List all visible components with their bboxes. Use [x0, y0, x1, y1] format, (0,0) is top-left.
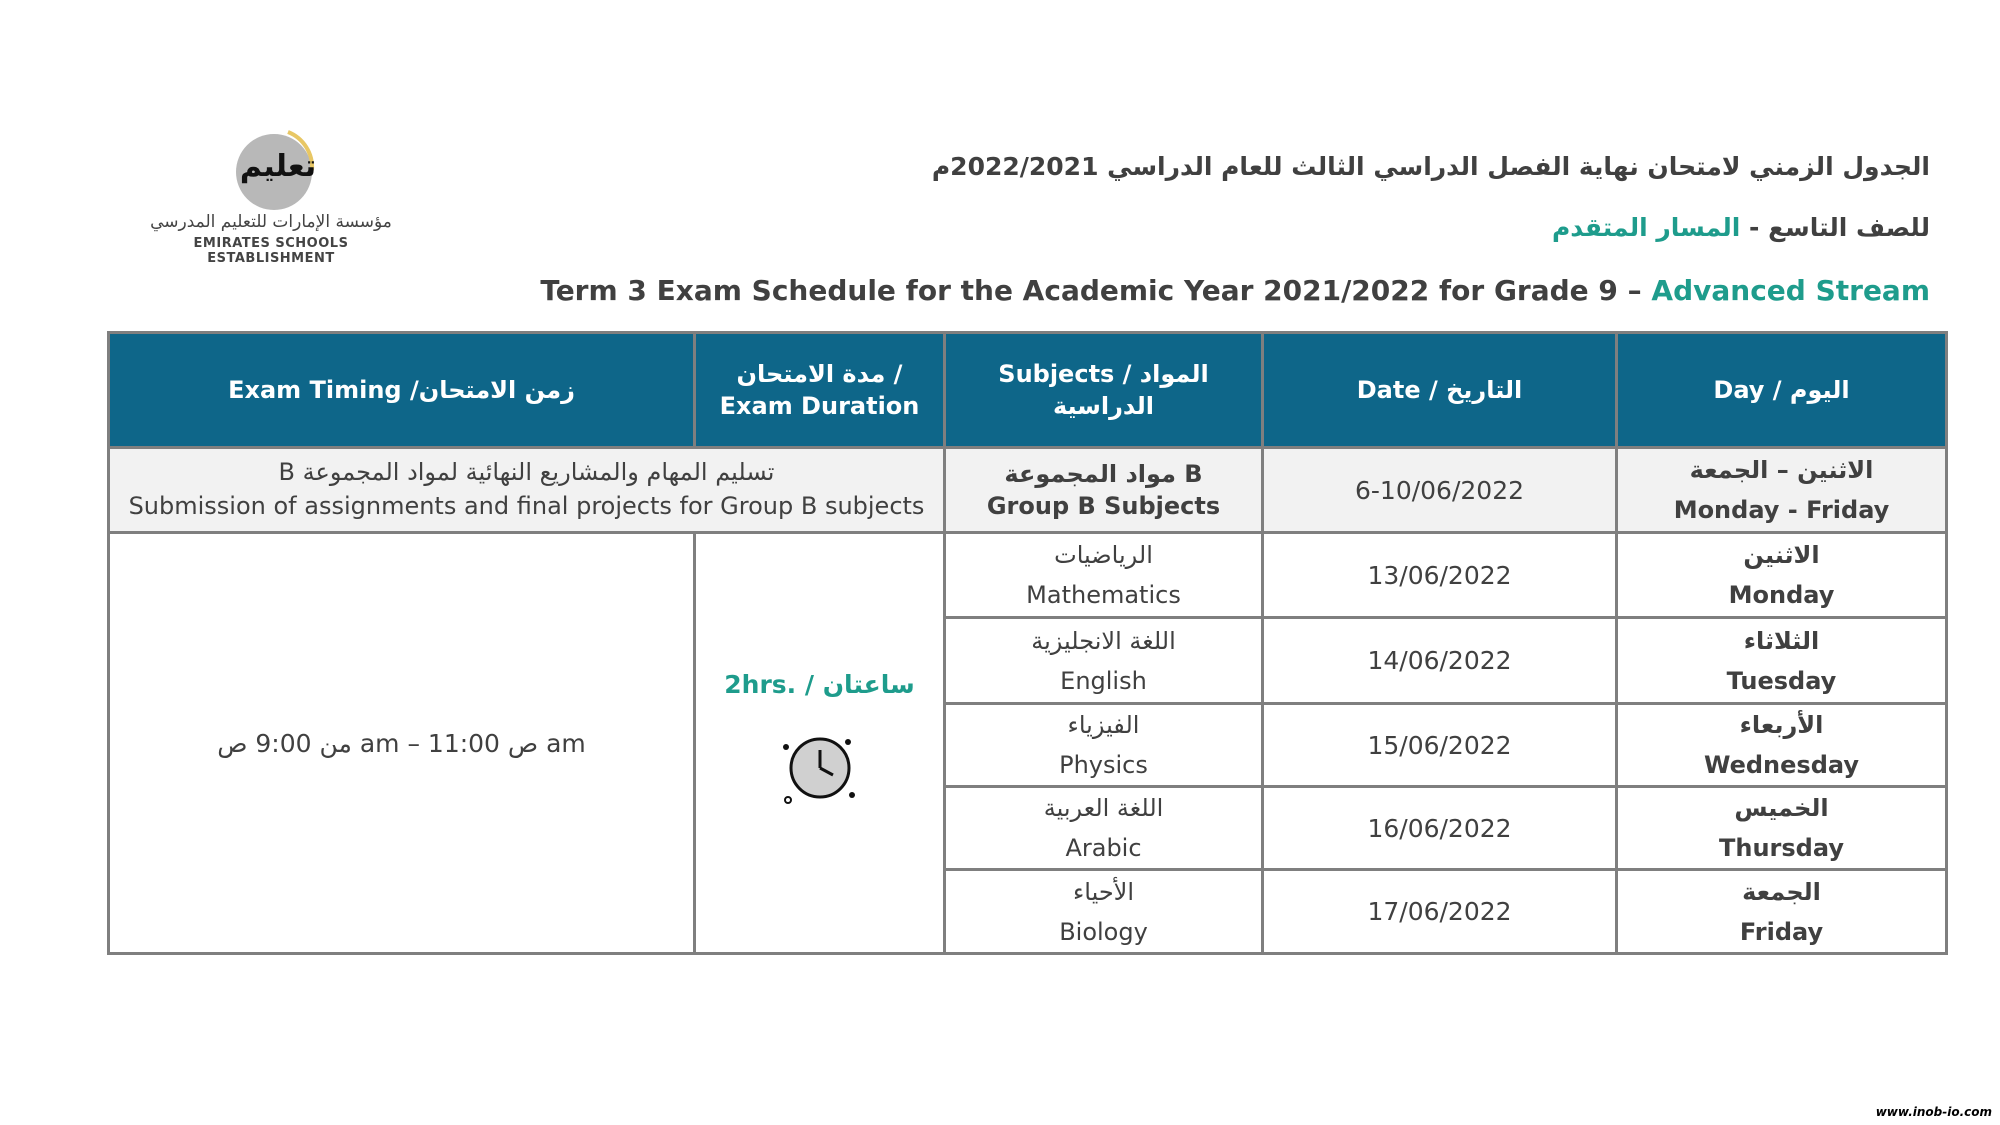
clock-icon — [775, 723, 865, 813]
subject-cell — [945, 787, 1263, 870]
day-ar: الجمعة — [1742, 877, 1821, 906]
group-b-subject — [945, 448, 1263, 533]
day-en: Friday — [1739, 917, 1824, 946]
date-cell: 17/06/2022 — [1263, 870, 1617, 954]
day-ar: الاثنين — [1743, 541, 1820, 569]
date-cell: 15/06/2022 — [1263, 704, 1617, 787]
header-exam-duration — [695, 333, 945, 448]
group-b-subject-en: Group B Subjects — [986, 492, 1221, 520]
header-day: Day / اليوم — [1617, 333, 1947, 448]
exam-duration-text: 2hrs. / ساعتان — [724, 669, 915, 699]
stream-label-arabic: المسار المتقدم — [1551, 213, 1741, 242]
grade-label: للصف التاسع - — [1740, 213, 1930, 242]
stream-label-english: Advanced Stream — [1651, 274, 1930, 307]
subject-ar: اللغة العربية — [1043, 794, 1164, 822]
table-row — [109, 533, 1947, 618]
exam-timing-cell: من 9:00 ص am – 11:00 ص am — [109, 533, 695, 954]
group-b-date: 6-10/06/2022 — [1263, 448, 1617, 533]
logo — [136, 112, 406, 266]
date-cell: 16/06/2022 — [1263, 787, 1617, 870]
group-b-day-ar: الاثنين – الجمعة — [1689, 456, 1874, 484]
day-en: Monday — [1728, 581, 1835, 609]
page-title-english — [540, 274, 1930, 307]
subject-ar: الفيزياء — [1067, 711, 1140, 739]
subject-cell — [945, 704, 1263, 787]
subject-en: Arabic — [1065, 834, 1142, 862]
exam-schedule-table — [107, 331, 1948, 955]
day-ar: الخميس — [1734, 794, 1829, 822]
subject-cell — [945, 533, 1263, 618]
day-en: Wednesday — [1703, 751, 1859, 779]
day-cell — [1617, 533, 1947, 618]
header-duration-en: Exam Duration — [719, 392, 920, 420]
day-ar: الثلاثاء — [1743, 626, 1820, 655]
subject-en: Mathematics — [1026, 581, 1181, 609]
svg-text:تعليم: تعليم — [239, 149, 317, 184]
grade-title-arabic — [1552, 213, 1930, 242]
subject-en: Physics — [1059, 751, 1148, 779]
day-cell — [1617, 618, 1947, 704]
header-subjects: Subjects / المواد الدراسية — [945, 333, 1263, 448]
taaleem-logo-icon — [228, 118, 328, 218]
group-b-day — [1617, 448, 1947, 533]
page-title-arabic: الجدول الزمني لامتحان نهاية الفصل الدراسي الثالث للعام الدراسي 2022/2021م — [931, 152, 1930, 181]
day-cell — [1617, 870, 1947, 954]
subject-cell — [945, 618, 1263, 704]
group-b-note-ar: تسليم المهام والمشاريع النهائية لمواد المجموعة B — [278, 458, 775, 487]
title-english-text: Term 3 Exam Schedule for the Academic Year 2021/2022 for Grade 9 – — [540, 274, 1652, 307]
table-header-row — [109, 333, 1947, 448]
group-b-note — [109, 448, 945, 533]
day-en: Tuesday — [1726, 666, 1837, 695]
subject-ar: اللغة الانجليزية — [1031, 626, 1176, 655]
header-duration-ar: مدة الامتحان / — [736, 359, 903, 388]
subject-ar: الأحياء — [1072, 877, 1135, 906]
header-date: Date / التاريخ — [1263, 333, 1617, 448]
group-b-subject-ar: مواد المجموعة B — [1004, 460, 1203, 488]
group-b-row — [109, 448, 1947, 533]
subject-ar: الرياضيات — [1054, 541, 1153, 569]
org-name-english: EMIRATES SCHOOLS ESTABLISHMENT — [193, 236, 349, 266]
group-b-note-en: Submission of assignments and final projects for Group B subjects — [128, 492, 925, 520]
subject-cell — [945, 870, 1263, 954]
subject-en: Biology — [1059, 917, 1148, 946]
date-cell: 13/06/2022 — [1263, 533, 1617, 618]
day-en: Thursday — [1719, 834, 1844, 862]
day-ar: الأربعاء — [1739, 711, 1824, 739]
day-cell — [1617, 704, 1947, 787]
date-cell: 14/06/2022 — [1263, 618, 1617, 704]
org-name-arabic: مؤسسة الإمارات للتعليم المدرسي — [150, 212, 392, 232]
exam-duration-cell — [695, 533, 945, 954]
group-b-day-en: Monday - Friday — [1673, 496, 1890, 524]
day-cell — [1617, 787, 1947, 870]
subject-en: English — [1060, 666, 1147, 695]
footer-url: www.inob-io.com — [1875, 1105, 1992, 1119]
header-exam-timing: Exam Timing /زمن الامتحان — [109, 333, 695, 448]
